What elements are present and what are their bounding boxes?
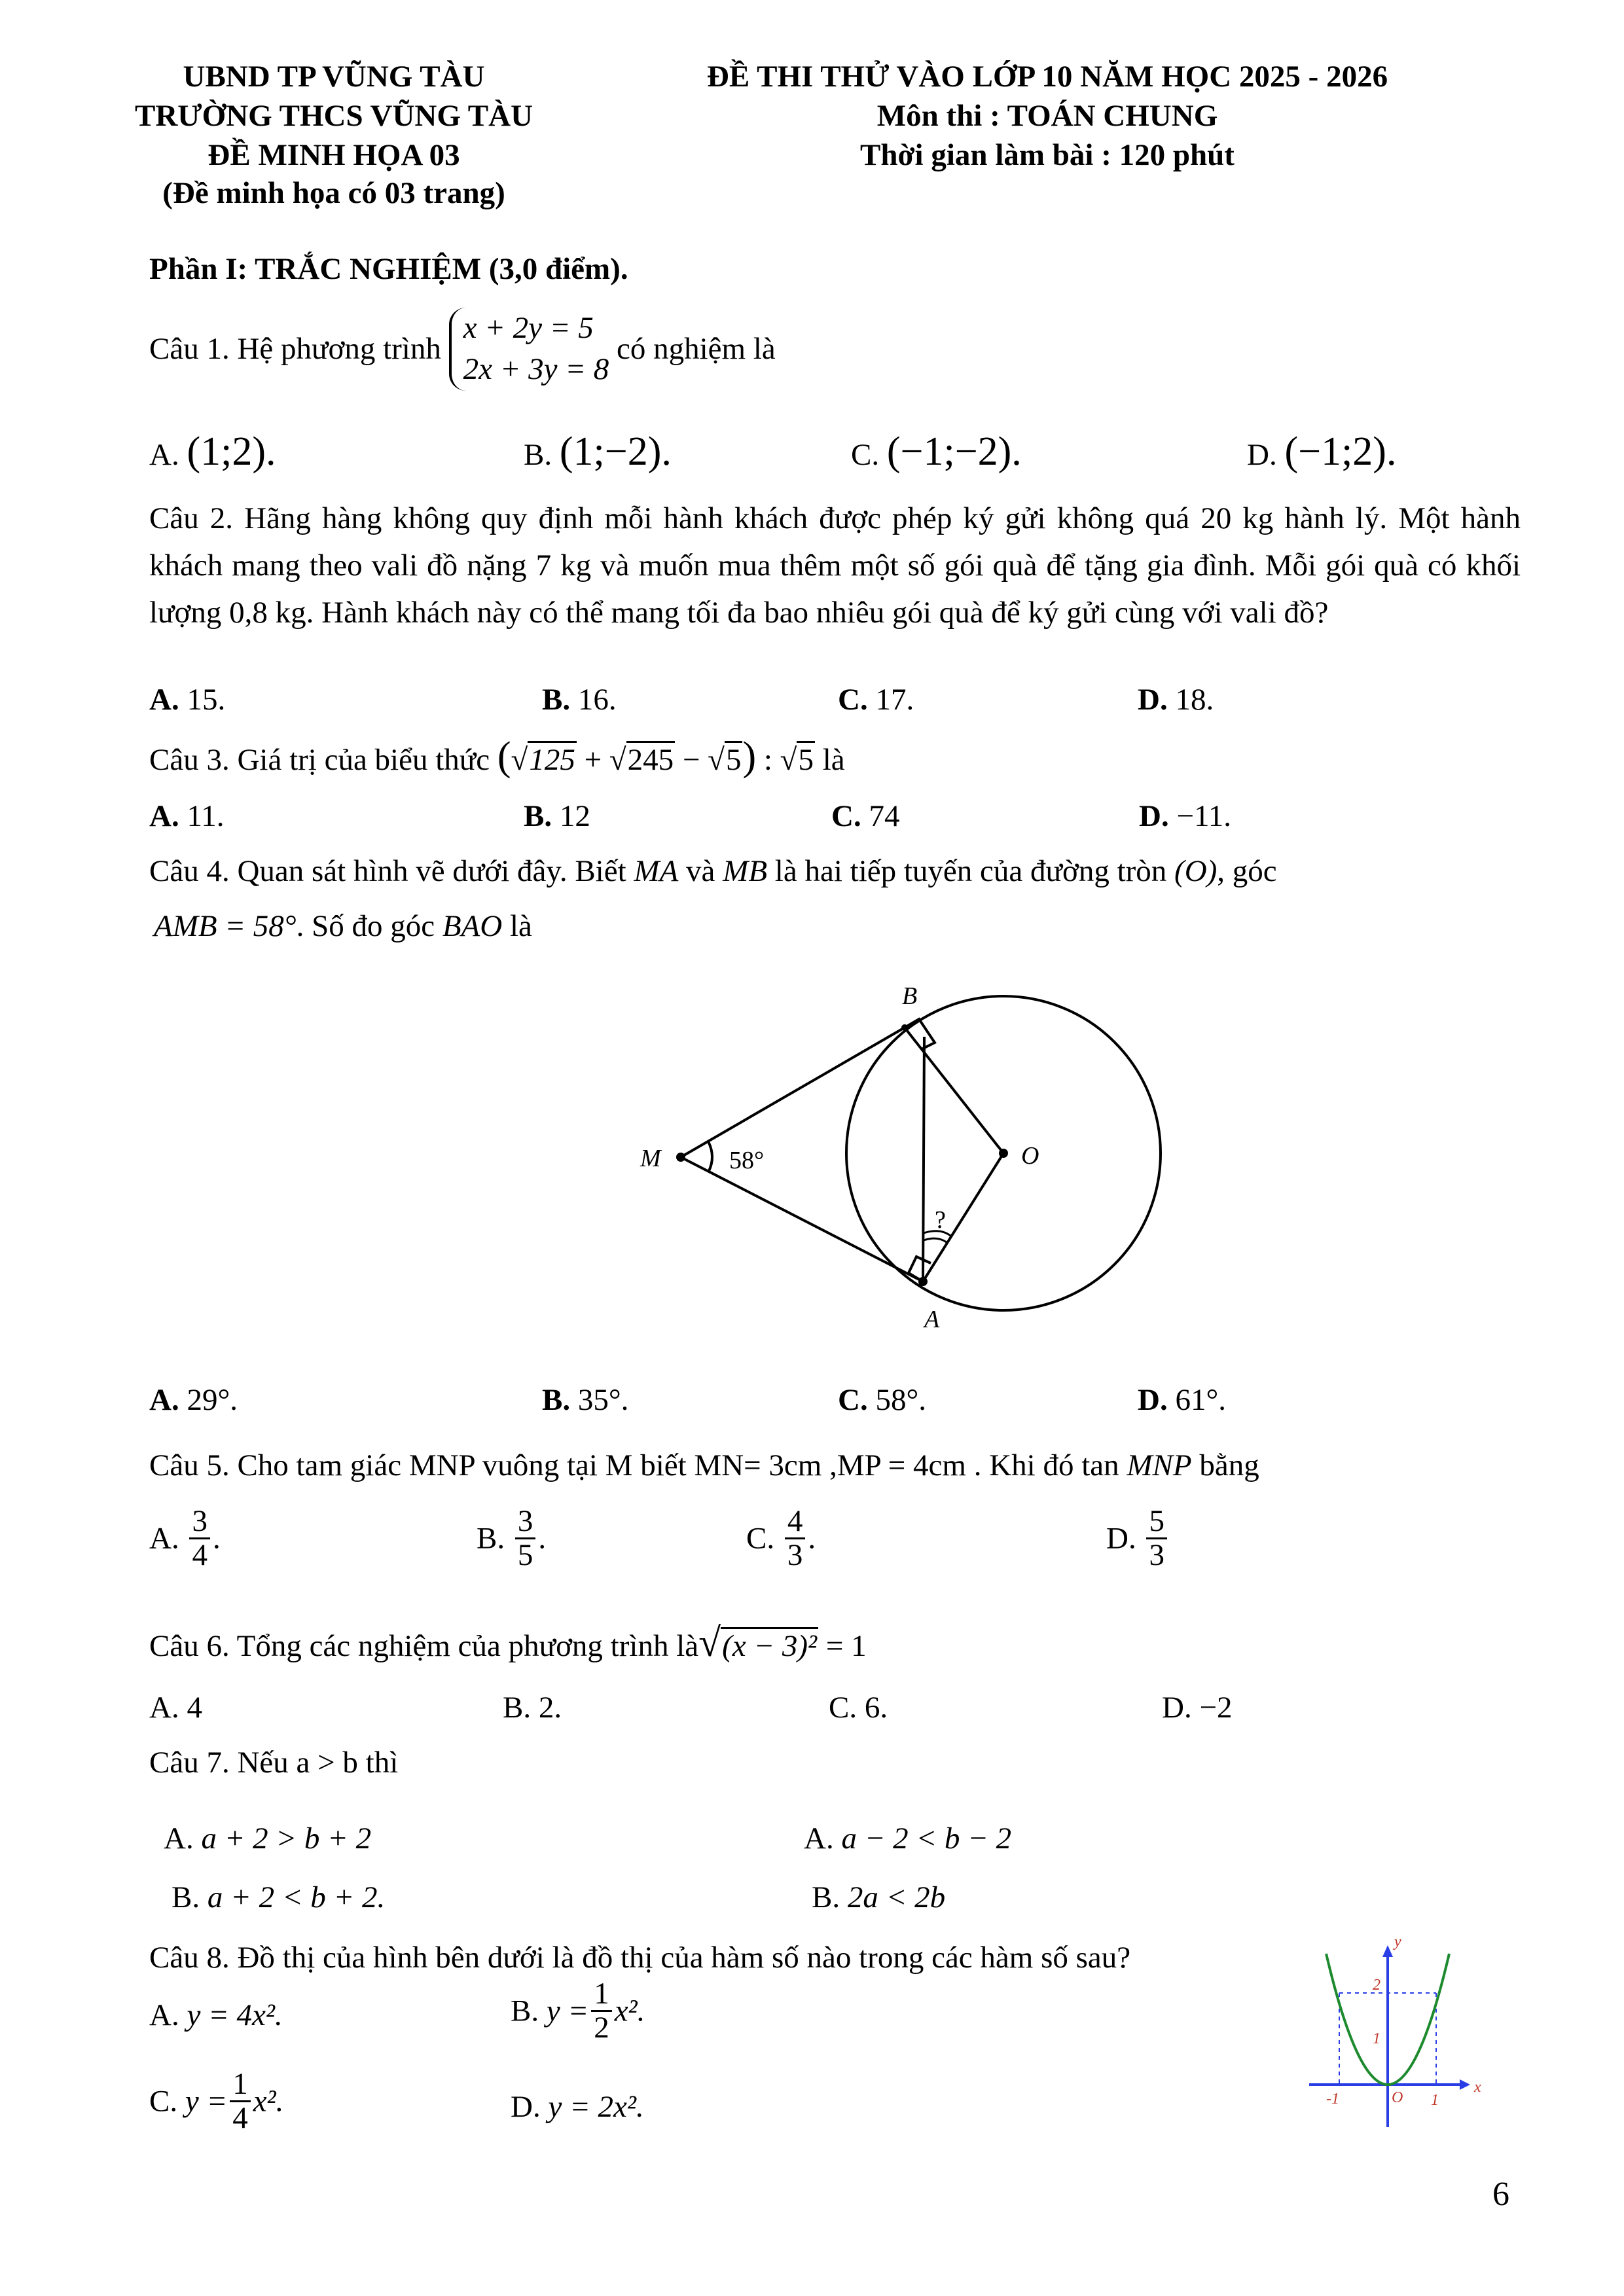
q1-a-label: A. bbox=[149, 438, 179, 472]
q4-line1-post: là hai tiếp tuyến của đường tròn bbox=[774, 854, 1167, 888]
q1-b-label: B. bbox=[524, 438, 552, 472]
q5-text: Câu 5. Cho tam giác MNP vuông tại M biết MN= 3cm ,MP = 4cm . Khi đó tan bbox=[149, 1448, 1119, 1482]
header-right-line3: Thời gian làm bài : 120 phút bbox=[860, 138, 1235, 172]
q3-b-label: B. bbox=[524, 799, 552, 833]
q7-b-text: a − 2 < b − 2 bbox=[841, 1821, 1012, 1856]
q5-option-b: B. $\frac{3}{5}$ . bbox=[477, 1504, 547, 1573]
header-left-line1: UBND TP VŨNG TÀU bbox=[183, 60, 485, 94]
q2-d-text: 18. bbox=[1175, 683, 1214, 717]
q4-angle-expr: AMB = 58° bbox=[154, 909, 297, 943]
x-axis-arrow bbox=[1460, 2079, 1470, 2090]
q3-root4: 5 bbox=[797, 741, 815, 777]
graph-label-1: 1 bbox=[1373, 2030, 1380, 2047]
q4-a-text: 29°. bbox=[187, 1383, 238, 1417]
q7-a-text: a + 2 > b + 2 bbox=[201, 1821, 372, 1856]
q5-d-den: 3 bbox=[1149, 1538, 1164, 1573]
q8-b-num: 1 bbox=[591, 1978, 612, 2012]
q1-prefix: Câu 1. Hệ phương trình bbox=[149, 332, 441, 367]
q5-a-label: A. bbox=[149, 1521, 179, 1556]
q8-c-num: 1 bbox=[230, 2068, 251, 2102]
q6-c-text: 6. bbox=[864, 1691, 888, 1725]
q3-d-text: −11. bbox=[1176, 799, 1231, 833]
label-m: M bbox=[640, 1145, 661, 1172]
q2-c-text: 17. bbox=[875, 683, 914, 717]
q8-b-pre: y = bbox=[546, 1994, 589, 2028]
q3-root3: 5 bbox=[725, 741, 743, 777]
q7-d-text: 2a < 2b bbox=[847, 1880, 946, 1914]
q5-c-label: C. bbox=[746, 1521, 775, 1556]
q2-c-label: C. bbox=[838, 683, 868, 717]
q1-d-text: (−1;2). bbox=[1284, 429, 1397, 474]
q3-c-label: C. bbox=[831, 799, 861, 833]
graph-label-pos1: 1 bbox=[1431, 2092, 1439, 2109]
q8-b-post: x². bbox=[614, 1994, 645, 2028]
q1-a-text: (1;2). bbox=[187, 429, 276, 474]
graph-label-neg1: -1 bbox=[1326, 2090, 1339, 2108]
q5-angle: MNP bbox=[1127, 1448, 1192, 1482]
q4-comma-angle: , góc bbox=[1217, 854, 1277, 888]
q3-a-text: 11. bbox=[187, 799, 225, 833]
q4-line1-pre: Câu 4. Quan sát hình vẽ dưới đây. Biết bbox=[149, 854, 626, 888]
q1-d-label: D. bbox=[1247, 438, 1277, 472]
q7-b-label: A. bbox=[804, 1821, 834, 1856]
label-question: ? bbox=[935, 1206, 946, 1234]
q1-b-text: (1;−2). bbox=[559, 429, 672, 474]
q3-suffix: là bbox=[822, 743, 845, 777]
y-axis-arrow bbox=[1382, 1945, 1393, 1957]
header-left-line2: TRƯỜNG THCS VŨNG TÀU bbox=[134, 99, 533, 133]
q5-option-a: A. $\frac{3}{4}$ . bbox=[149, 1504, 221, 1573]
q5-option-c: C. $\frac{4}{3}$ . bbox=[746, 1504, 816, 1573]
q4-c-text: 58°. bbox=[875, 1383, 926, 1417]
q8-c-pre: y = bbox=[185, 2084, 228, 2119]
q3-d-label: D. bbox=[1139, 799, 1169, 833]
q3-stem: Câu 3. Giá trị của biểu thức (√125 + √245 − √5) : √5 là bbox=[149, 734, 845, 779]
q3-root2: 245 bbox=[626, 741, 676, 777]
q2-stem: Câu 2. Hãng hàng không quy định mỗi hành khách được phép ký gửi không quá 20 kg hành lý. Một hành khách mang theo vali đồ nặng 7 kg và muốn mua thêm một số gói quà để tặng gia đình. Mỗi gói quà có khối lượng 0,8 kg. Hành khách này có thể mang tối đa bao nhiêu gói quà để ký gửi cùng với vali đồ? bbox=[149, 501, 1521, 630]
q5-c-den: 3 bbox=[787, 1538, 803, 1573]
q5-a-num: 3 bbox=[189, 1505, 210, 1539]
q2-b-label: B. bbox=[542, 683, 571, 717]
q8-a-text: y = 4x². bbox=[187, 1998, 283, 2032]
q4-d-label: D. bbox=[1138, 1383, 1168, 1417]
q8-c-label: C. bbox=[149, 2084, 178, 2119]
q4-d-text: 61°. bbox=[1175, 1383, 1226, 1417]
graph-label-o: O bbox=[1392, 2089, 1403, 2106]
q5-b-label: B. bbox=[477, 1521, 505, 1556]
q1-c-text: (−1;−2). bbox=[886, 429, 1022, 474]
q5-c-num: 4 bbox=[785, 1505, 806, 1539]
q6-expr-rhs: = 1 bbox=[825, 1629, 867, 1663]
q4-line2-mid: . Số đo góc bbox=[296, 909, 435, 943]
q8-b-label: B. bbox=[511, 1994, 539, 2028]
q4-mb: MB bbox=[723, 854, 768, 888]
q4-a-label: A. bbox=[149, 1383, 179, 1417]
q2-a-label: A. bbox=[149, 683, 179, 717]
graph-label-2: 2 bbox=[1373, 1977, 1380, 1994]
header-left-line4: (Đề minh họa có 03 trang) bbox=[162, 176, 505, 210]
q8-c-post: x². bbox=[253, 2084, 284, 2119]
q2-a-text: 15. bbox=[187, 683, 226, 717]
q1-c-label: C. bbox=[851, 438, 880, 472]
q7-c-text: a + 2 < b + 2. bbox=[207, 1880, 386, 1914]
label-angle-58: 58° bbox=[729, 1147, 765, 1174]
q6-text: Câu 6. Tổng các nghiệm của phương trình là bbox=[149, 1629, 699, 1663]
q1-eq2: 2x + 3y = 8 bbox=[463, 352, 609, 387]
graph-label-x: x bbox=[1474, 2079, 1481, 2096]
header-left-line3: ĐỀ MINH HỌA 03 bbox=[208, 138, 460, 172]
q5-d-label: D. bbox=[1106, 1521, 1136, 1556]
label-a: A bbox=[924, 1306, 940, 1333]
q5-a-den: 4 bbox=[192, 1538, 208, 1573]
q1-eq1: x + 2y = 5 bbox=[463, 311, 594, 345]
header-right-line2: Môn thi : TOÁN CHUNG bbox=[876, 99, 1218, 133]
q4-and: và bbox=[686, 854, 715, 888]
q4-c-label: C. bbox=[838, 1383, 868, 1417]
q4-angle-bao: BAO bbox=[442, 909, 503, 943]
q3-a-label: A. bbox=[149, 799, 179, 833]
q2-d-label: D. bbox=[1138, 683, 1168, 717]
section-title: Phần I: TRẮC NGHIỆM (3,0 điểm). bbox=[149, 252, 628, 286]
q4-ma: MA bbox=[634, 854, 679, 888]
q2-b-text: 16. bbox=[577, 683, 617, 717]
page-number: 6 bbox=[1492, 2176, 1509, 2213]
header-right-line1: ĐỀ THI THỬ VÀO LỚP 10 NĂM HỌC 2025 - 2026 bbox=[706, 60, 1388, 94]
q4-b-text: 35°. bbox=[577, 1383, 629, 1417]
q1-suffix: có nghiệm là bbox=[617, 332, 776, 367]
q3-root1: 125 bbox=[528, 741, 577, 777]
q5-b-den: 5 bbox=[517, 1538, 533, 1573]
q8-b-den: 2 bbox=[594, 2011, 609, 2045]
q6-expr-inner: (x − 3)² bbox=[721, 1627, 818, 1663]
q7-a-label: A. bbox=[164, 1821, 194, 1856]
q3-c-text: 74 bbox=[869, 799, 900, 833]
q6-a-label: A. bbox=[149, 1691, 179, 1725]
q8-d-label: D. bbox=[511, 2090, 541, 2124]
q7-c-label: B. bbox=[171, 1880, 200, 1914]
q5-d-num: 5 bbox=[1146, 1505, 1167, 1539]
q3-prefix: Câu 3. Giá trị của biểu thức bbox=[149, 743, 490, 777]
q7-d-label: B. bbox=[812, 1880, 840, 1914]
q3-b-text: 12 bbox=[559, 799, 590, 833]
q8-c-den: 4 bbox=[232, 2101, 248, 2136]
q8-d-text: y = 2x². bbox=[548, 2090, 644, 2124]
q8-stem: Câu 8. Đồ thị của hình bên dưới là đồ thị của hàm số nào trong các hàm số sau? bbox=[149, 1941, 1131, 1975]
q6-a-text: 4 bbox=[187, 1691, 202, 1725]
q6-b-label: B. bbox=[503, 1691, 532, 1725]
q4-b-label: B. bbox=[542, 1383, 571, 1417]
q4-line2-post: là bbox=[509, 909, 532, 943]
q6-b-text: 2. bbox=[538, 1691, 562, 1725]
q7-stem: Câu 7. Nếu a > b thì bbox=[149, 1746, 399, 1780]
q4-circle-name: (O) bbox=[1174, 854, 1218, 888]
q6-d-text: −2 bbox=[1199, 1691, 1233, 1725]
q6-stem: Câu 6. Tổng các nghiệm của phương trình là√(x − 3)² = 1 bbox=[149, 1621, 867, 1665]
label-b: B bbox=[902, 982, 918, 1010]
q6-d-label: D. bbox=[1162, 1691, 1192, 1725]
q6-c-label: C. bbox=[829, 1691, 857, 1725]
graph-label-y: y bbox=[1394, 1933, 1401, 1950]
q8-a-label: A. bbox=[149, 1998, 179, 2032]
label-o: O bbox=[1021, 1142, 1039, 1170]
q5-suffix: bằng bbox=[1199, 1448, 1259, 1482]
q5-b-num: 3 bbox=[515, 1505, 536, 1539]
